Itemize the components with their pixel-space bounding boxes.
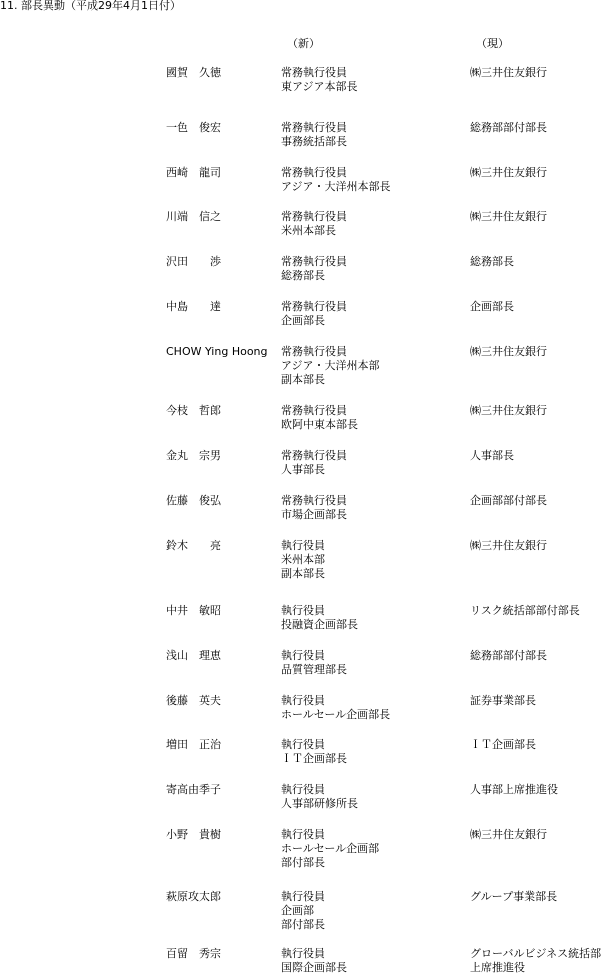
new-position xyxy=(281,604,358,632)
new-position-line: 常務執行役員 xyxy=(281,255,347,268)
new-position-line: 人事部研修所長 xyxy=(281,797,358,810)
new-position-line: 執行役員 xyxy=(281,783,325,796)
new-position-line: 企画部長 xyxy=(281,314,325,327)
new-position xyxy=(281,890,325,932)
current-position xyxy=(470,783,558,797)
new-position xyxy=(281,738,347,766)
new-position-line: 常務執行役員 xyxy=(281,300,347,313)
new-position-line: 部付部長 xyxy=(281,918,325,931)
new-position xyxy=(281,210,347,238)
person-name: 小野 貴樹 xyxy=(166,828,221,841)
new-position xyxy=(281,345,380,387)
current-position xyxy=(470,649,547,663)
current-position-line: ㈱三井住友銀行 xyxy=(470,66,547,79)
current-position-line: 総務部部付部長 xyxy=(470,649,547,662)
new-position-line: 事務統括部長 xyxy=(281,135,347,148)
new-position xyxy=(281,783,358,811)
new-position-line: 常務執行役員 xyxy=(281,345,347,358)
current-position xyxy=(470,300,514,314)
current-position xyxy=(470,166,547,180)
new-position-line: 投融資企画部長 xyxy=(281,618,358,631)
current-position-line: ㈱三井住友銀行 xyxy=(470,539,547,552)
new-position-line: 東アジア本部長 xyxy=(281,80,358,93)
person-name: CHOW Ying Hoong xyxy=(166,345,268,358)
new-position-line: 執行役員 xyxy=(281,649,325,662)
new-position xyxy=(281,694,390,722)
new-position-line: 常務執行役員 xyxy=(281,494,347,507)
new-position-line: 常務執行役員 xyxy=(281,404,347,417)
current-position-line: 企画部長 xyxy=(470,300,514,313)
new-position-line: 品質管理部長 xyxy=(281,663,347,676)
new-position-line: 執行役員 xyxy=(281,539,325,552)
current-position-line: ㈱三井住友銀行 xyxy=(470,828,547,841)
current-position xyxy=(470,494,547,508)
current-position-line: ㈱三井住友銀行 xyxy=(470,345,547,358)
new-position-line: 執行役員 xyxy=(281,947,325,960)
current-position-line: 上席推進役 xyxy=(470,961,525,974)
new-position-line: 欧阿中東本部長 xyxy=(281,418,358,431)
current-position-line: 人事部上席推進役 xyxy=(470,783,558,796)
current-position xyxy=(470,210,547,224)
person-name: 浅山 理恵 xyxy=(166,649,221,662)
current-position-line: 企画部部付部長 xyxy=(470,494,547,507)
new-position-line: 常務執行役員 xyxy=(281,210,347,223)
current-position-line: 総務部長 xyxy=(470,255,514,268)
person-name: 一色 俊宏 xyxy=(166,121,221,134)
new-position xyxy=(281,947,347,975)
new-position-line: 常務執行役員 xyxy=(281,166,347,179)
current-position xyxy=(470,255,514,269)
new-position-line: ホールセール企画部 xyxy=(281,842,380,855)
current-position xyxy=(470,449,514,463)
new-position xyxy=(281,166,391,194)
new-position-line: 副本部長 xyxy=(281,567,325,580)
new-position-line: 米州本部 xyxy=(281,553,325,566)
current-position-line: ＩＴ企画部長 xyxy=(470,738,536,751)
current-position xyxy=(470,121,547,135)
person-name: 金丸 宗男 xyxy=(166,449,221,462)
person-name: 國賀 久徳 xyxy=(166,66,221,79)
new-position xyxy=(281,121,347,149)
current-position-line: 証券事業部長 xyxy=(470,694,536,707)
person-name: 今枝 哲郎 xyxy=(166,404,221,417)
current-position-line: グローバルビジネス統括部 xyxy=(470,947,602,960)
current-position-line: ㈱三井住友銀行 xyxy=(470,404,547,417)
new-position-line: ＩＴ企画部長 xyxy=(281,752,347,765)
new-position-line: 人事部長 xyxy=(281,463,325,476)
new-position xyxy=(281,449,347,477)
person-name: 佐藤 俊弘 xyxy=(166,494,221,507)
new-position xyxy=(281,255,347,283)
person-name: 中島 達 xyxy=(166,300,221,313)
current-position-line: 人事部長 xyxy=(470,449,514,462)
current-position xyxy=(470,694,536,708)
new-position-line: 執行役員 xyxy=(281,694,325,707)
person-name: 中井 敏昭 xyxy=(166,604,221,617)
current-position xyxy=(470,345,547,359)
new-position-line: 執行役員 xyxy=(281,890,325,903)
new-position xyxy=(281,649,347,677)
current-position xyxy=(470,404,547,418)
new-position-line: 市場企画部長 xyxy=(281,508,347,521)
new-position-line: 執行役員 xyxy=(281,604,325,617)
new-position xyxy=(281,300,347,328)
column-header-current: （現） xyxy=(476,37,509,50)
current-position-line: リスク統括部部付部長 xyxy=(470,604,580,617)
current-position xyxy=(470,828,547,842)
person-name: 川端 信之 xyxy=(166,210,221,223)
new-position-line: 部付部長 xyxy=(281,856,325,869)
new-position-line: 執行役員 xyxy=(281,738,325,751)
new-position-line: ホールセール企画部長 xyxy=(281,708,391,721)
new-position xyxy=(281,828,379,870)
column-header-new: （新） xyxy=(287,37,320,50)
current-position-line: グループ事業部長 xyxy=(470,890,558,903)
current-position xyxy=(470,738,536,752)
person-name: 萩原攻太郎 xyxy=(166,890,221,903)
new-position-line: 企画部 xyxy=(281,904,314,917)
new-position xyxy=(281,66,358,94)
person-name: 後藤 英夫 xyxy=(166,694,221,707)
person-name: 西崎 龍司 xyxy=(166,166,221,179)
current-position xyxy=(470,947,601,975)
new-position-line: 米州本部長 xyxy=(281,224,336,237)
new-position xyxy=(281,404,358,432)
current-position xyxy=(470,66,547,80)
new-position-line: 執行役員 xyxy=(281,828,325,841)
new-position-line: 国際企画部長 xyxy=(281,961,347,974)
person-name: 沢田 渉 xyxy=(166,255,221,268)
new-position xyxy=(281,494,347,522)
person-name: 鈴木 亮 xyxy=(166,539,221,552)
current-position xyxy=(470,604,580,618)
current-position xyxy=(470,890,557,904)
new-position-line: 常務執行役員 xyxy=(281,66,347,79)
current-position-line: 総務部部付部長 xyxy=(470,121,547,134)
new-position-line: アジア・大洋州本部長 xyxy=(281,180,391,193)
person-name: 寄高由季子 xyxy=(166,783,221,796)
new-position-line: 総務部長 xyxy=(281,269,325,282)
new-position-line: 副本部長 xyxy=(281,373,325,386)
person-name: 増田 正治 xyxy=(166,738,221,751)
new-position-line: 常務執行役員 xyxy=(281,449,347,462)
person-name: 百留 秀宗 xyxy=(166,947,221,960)
new-position xyxy=(281,539,325,581)
current-position xyxy=(470,539,547,553)
document-title: 11. 部長異動（平成29年4月1日付） xyxy=(0,0,181,12)
current-position-line: ㈱三井住友銀行 xyxy=(470,166,547,179)
new-position-line: 常務執行役員 xyxy=(281,121,347,134)
current-position-line: ㈱三井住友銀行 xyxy=(470,210,547,223)
new-position-line: アジア・大洋州本部 xyxy=(281,359,380,372)
